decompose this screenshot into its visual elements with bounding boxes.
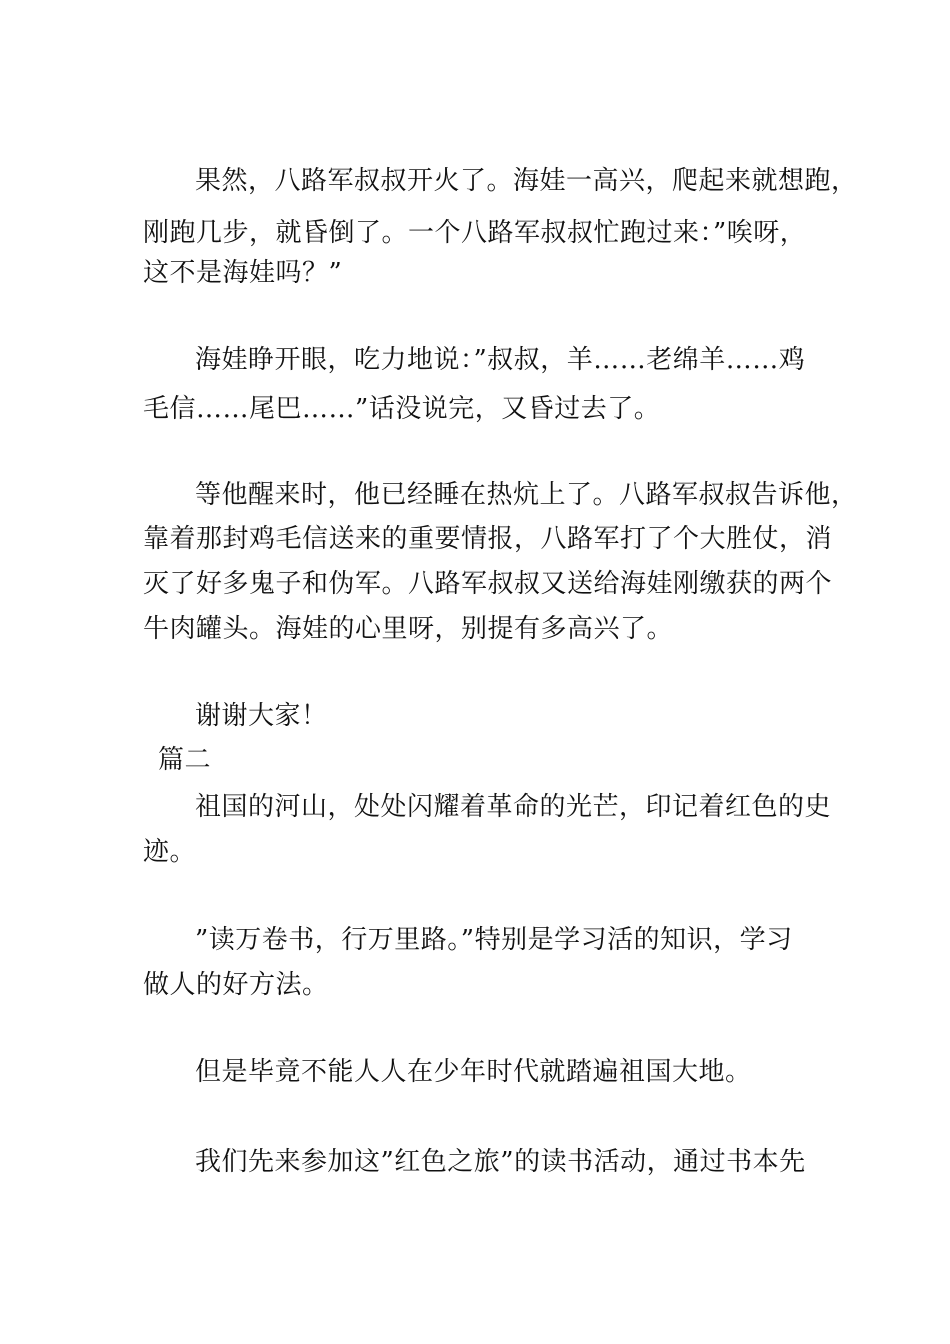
section-title: 篇二: [158, 745, 212, 775]
text-line: 祖国的河山，处处闪耀着革命的光芒，印记着红色的史: [195, 792, 832, 822]
text-line: 但是毕竟不能人人在少年时代就踏遍祖国大地。: [195, 1057, 752, 1087]
text-line: 这不是海娃吗？”: [143, 258, 343, 288]
text-line: 我们先来参加这”红色之旅”的读书活动，通过书本先: [195, 1147, 806, 1177]
text-line: 靠着那封鸡毛信送来的重要情报，八路军打了个大胜仗，消: [143, 524, 833, 554]
text-line: 等他醒来时，他已经睡在热炕上了。八路军叔叔告诉他，: [195, 480, 858, 510]
text-line: 灭了好多鬼子和伪军。八路军叔叔又送给海娃刚缴获的两个: [143, 569, 833, 599]
text-line: ”读万卷书，行万里路。”特别是学习活的知识，学习: [195, 925, 793, 955]
text-line: 毛信……尾巴……”话没说完，又昏过去了。: [143, 394, 661, 424]
text-line: 刚跑几步，就昏倒了。一个八路军叔叔忙跑过来：”唉呀，: [143, 218, 807, 248]
text-line: 谢谢大家！: [195, 701, 328, 731]
text-line: 果然，八路军叔叔开火了。海娃一高兴，爬起来就想跑，: [195, 166, 858, 196]
text-line: 做人的好方法。: [143, 970, 329, 1000]
text-line: 海娃睁开眼，吃力地说：”叔叔，羊……老绵羊……鸡: [195, 345, 806, 375]
text-line: 迹。: [143, 837, 197, 867]
text-line: 牛肉罐头。海娃的心里呀，别提有多高兴了。: [143, 614, 674, 644]
